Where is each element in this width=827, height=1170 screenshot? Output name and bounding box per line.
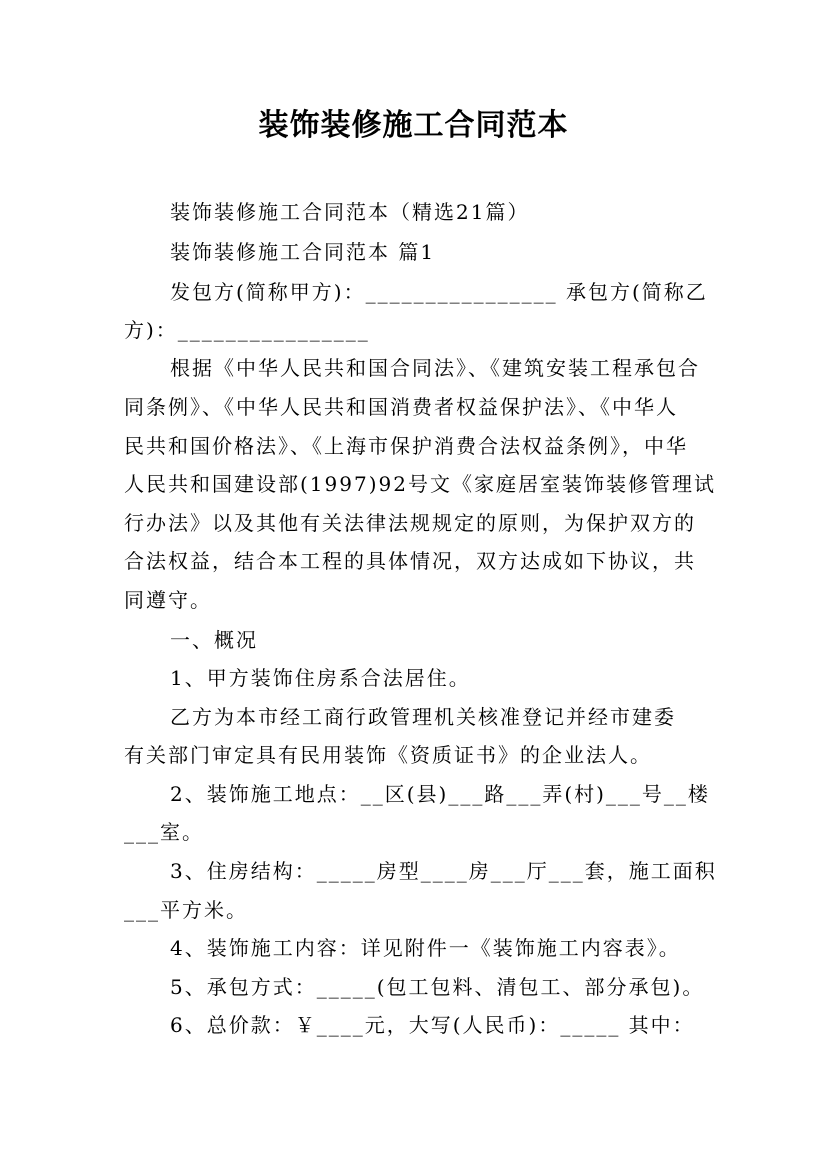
- paragraph-line: 方)：________________: [124, 318, 370, 342]
- paragraph-line: 1、甲方装饰住房系合法居住。: [170, 666, 471, 690]
- paragraph-line: 有关部门审定具有民用装饰《资质证书》的企业法人。: [124, 743, 652, 767]
- document-title: 装饰装修施工合同范本: [258, 108, 569, 143]
- paragraph-line: ___室。: [124, 820, 204, 844]
- section-heading: 一、概况: [170, 628, 258, 652]
- paragraph-line: 行办法》以及其他有关法律法规规定的原则，为保护双方的: [124, 511, 696, 535]
- paragraph-line: 同遵守。: [124, 588, 212, 612]
- paragraph-line: 4、装饰施工内容：详见附件一《装饰施工内容表》。: [170, 936, 681, 960]
- paragraph-line: 根据《中华人民共和国合同法》、《建筑安装工程承包合: [170, 356, 700, 380]
- paragraph-line: 人民共和国建设部(1997)92号文《家庭居室装饰装修管理试: [124, 472, 716, 496]
- paragraph-line: 2、装饰施工地点：__区(县)___路___弄(村)___号__楼: [170, 782, 710, 806]
- paragraph-line: 同条例》、《中华人民共和国消费者权益保护法》、《中华人: [124, 395, 678, 419]
- paragraph-line: 6、总价款：￥____元，大写(人民币)：_____ 其中：: [170, 1013, 695, 1037]
- subtitle-line: 装饰装修施工合同范本（精选21篇）: [170, 200, 530, 224]
- paragraph-line: 5、承包方式：_____(包工包料、清包工、部分承包)。: [170, 975, 705, 999]
- paragraph-line: 民共和国价格法》、《上海市保护消费合法权益条例》，中华: [124, 434, 688, 458]
- paragraph-line: 3、住房结构：_____房型____房___厅___套，施工面积: [170, 859, 717, 883]
- section-heading: 装饰装修施工合同范本 篇1: [170, 240, 436, 264]
- paragraph-line: 发包方(简称甲方)：________________ 承包方(简称乙: [170, 280, 708, 304]
- paragraph-line: 合法权益，结合本工程的具体情况，双方达成如下协议，共: [124, 549, 696, 573]
- paragraph-line: 乙方为本市经工商行政管理机关核准登记并经市建委: [170, 705, 676, 729]
- paragraph-line: ___平方米。: [124, 898, 248, 922]
